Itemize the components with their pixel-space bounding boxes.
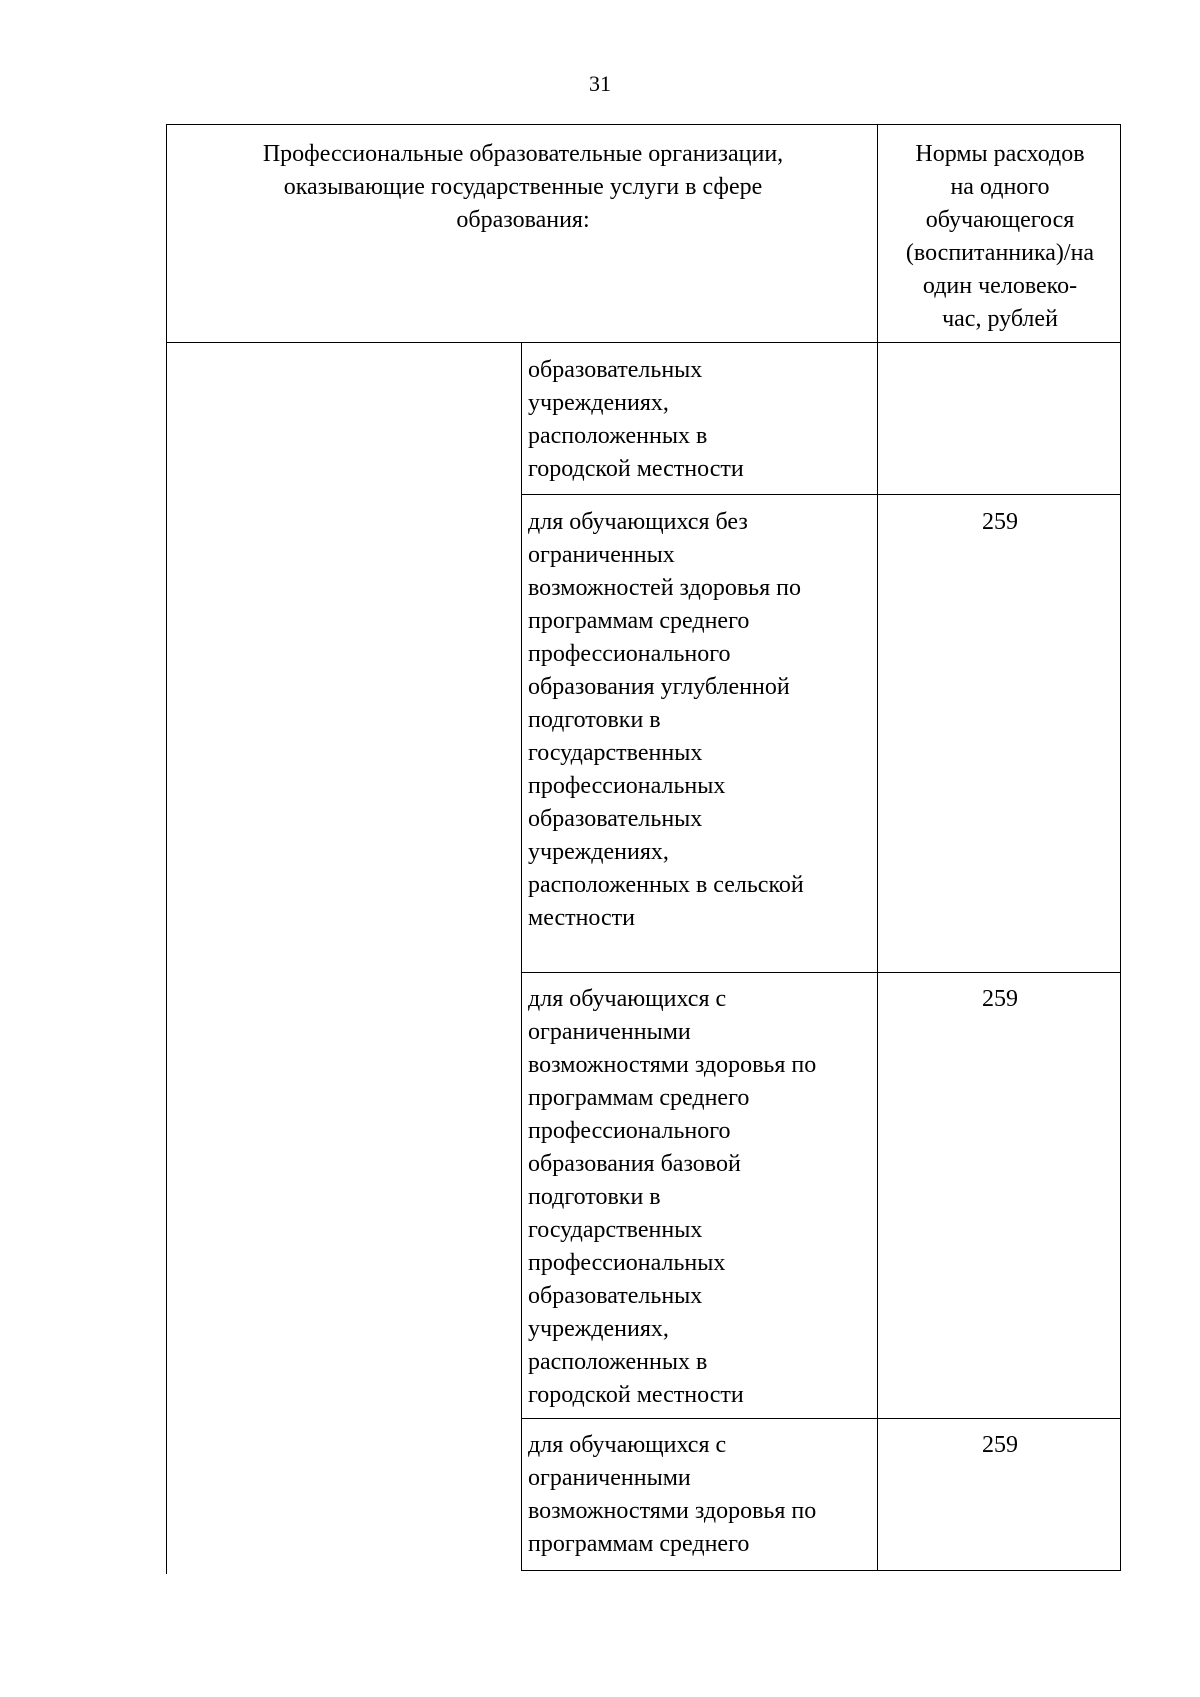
row-4-bottom-border bbox=[521, 1570, 1121, 1571]
page-number: 31 bbox=[589, 71, 611, 96]
row-4-value: 259 bbox=[982, 1432, 1018, 1458]
description-column-left-border bbox=[521, 342, 522, 1571]
row-2-bottom-border bbox=[521, 972, 1121, 973]
row-2-description: для обучающихся без ограниченных возможностей здоровья по программам среднего профессионального образования углубленной подготовки в государственных профессиональных образовательных учреждениях, расположенных в сельской местности bbox=[528, 509, 804, 931]
header-bottom-border bbox=[166, 342, 1121, 343]
row-3-description: для обучающихся с ограниченными возможностями здоровья по программам среднего профессионального образования базовой подготовки в государственных профессиональных образовательных учреждениях, расположенных в городской местности bbox=[528, 986, 817, 1408]
row-3-value: 259 bbox=[982, 986, 1018, 1012]
row-1-bottom-border bbox=[521, 494, 1121, 495]
header-expense-norms: Нормы расходов на одного обучающегося (воспитанника)/на один человеко- час, рублей bbox=[905, 141, 1095, 332]
value-column-left-border bbox=[877, 124, 878, 1571]
row-2-value: 259 bbox=[982, 509, 1018, 535]
table-right-border bbox=[1120, 124, 1121, 1571]
table-left-border bbox=[166, 124, 167, 1574]
table-top-border bbox=[166, 124, 1121, 125]
row-3-bottom-border bbox=[521, 1418, 1121, 1419]
row-4-description: для обучающихся с ограниченными возможностями здоровья по программам среднего bbox=[528, 1432, 817, 1557]
row-1-description: образовательных учреждениях, расположенных в городской местности bbox=[528, 357, 744, 482]
header-organizations: Профессиональные образовательные организации, оказывающие государственные услуги в сфере образования: bbox=[262, 141, 784, 233]
